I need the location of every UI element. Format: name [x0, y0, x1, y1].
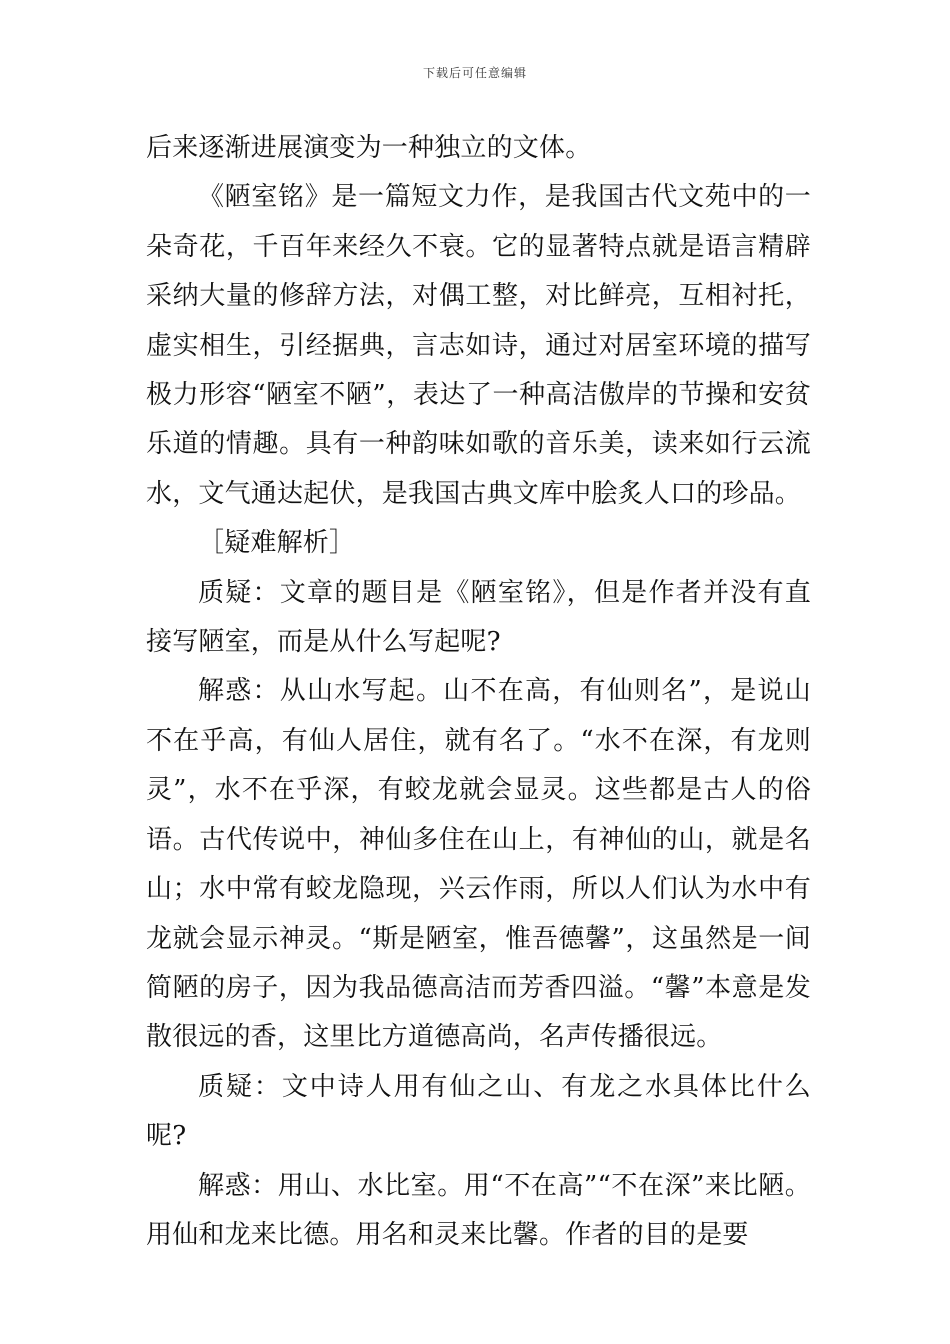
paragraph-introduction: 《陋室铭》是一篇短文力作，是我国古代文苑中的一朵奇花，千百年来经久不衰。它的显著特点就是语言精辟采纳大量的修辞方法，对偶工整，对比鲜亮，互相衬托，虚实相生，引经据典，言志如诗，通过对居室环境的描写极力形容“陋室不陋”，表达了一种高洁傲岸的节操和安贫乐道的情趣。具有一种韵味如歌的音乐美，读来如行云流水，文气通达起伏，是我国古典文库中脍炙人口的珍品。: [146, 182, 811, 509]
paragraph-question-2: 质疑：文中诗人用有仙之山、有龙之水具体比什么呢?: [146, 1071, 811, 1152]
paragraph-answer-2: 解惑：用山、水比室。用“不在高”“不在深”来比陋。用仙和龙来比德。用名和灵来比馨。作者的目的是要: [146, 1170, 811, 1250]
section-heading: ［疑难解析］: [198, 528, 356, 559]
paragraph-answer-1: 解惑：从山水写起。山不在高，有仙则名”，是说山不在乎高，有仙人居住，就有名了。“水不在深，有龙则灵”，水不在乎深，有蛟龙就会显灵。这些都是古人的俗语。古代传说中，神仙多住在山上，有神仙的山，就是名山；水中常有蛟龙隐现，兴云作雨，所以人们认为水中有龙就会显示神灵。“斯是陋室，惟吾德馨”，这虽然是一间简陋的房子，因为我品德高洁而芳香四溢。“馨”本意是发散很远的香，这里比方道德高尚，名声传播很远。: [146, 676, 811, 1053]
paragraph-question-1: 质疑：文章的题目是《陋室铭》，但是作者并没有直接写陋室，而是从什么写起呢?: [146, 577, 811, 658]
paragraph-continuation: 后来逐渐进展演变为一种独立的文体。: [146, 133, 592, 163]
page-header-note: 下载后可任意编辑: [422, 66, 527, 80]
document-body: [146, 124, 811, 1260]
